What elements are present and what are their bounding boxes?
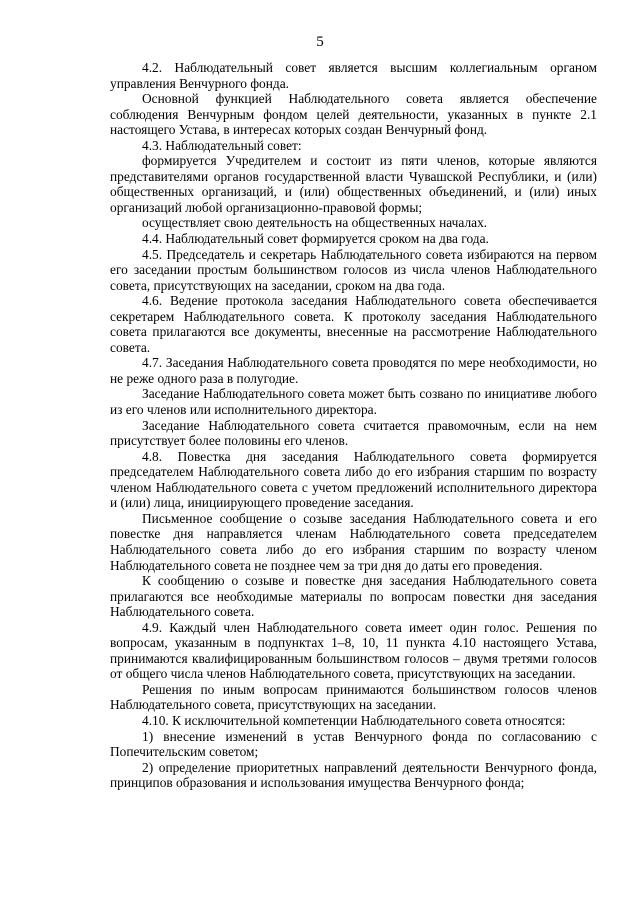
paragraph: 2) определение приоритетных направлений деятельности Венчурного фонда, принципов образования и использования имущества Венчурного фонда; [110,759,597,791]
paragraph: 4.10. К исключительной компетенции Наблюдательного совета относятся: [142,712,566,728]
paragraph: 1) внесение изменений в устав Венчурного фонда по согласованию с Попечительским советом; [110,728,597,760]
paragraph: 4.3. Наблюдательный совет: [142,137,302,153]
paragraph: 4.4. Наблюдательный совет формируется сроком на два года. [142,231,489,247]
paragraph: Письменное сообщение о созыве заседания Наблюдательного совета и его повестке дня направляется членам Наблюдательного совета председателем Наблюдательного совета либо до его избрания старшим по возрасту членом Наблюдательного совета не позднее чем за три дня до даты его проведения. [110,510,597,573]
paragraph: 4.9. Каждый член Наблюдательного совета имеет один голос. Решения по вопросам, указанным в подпунктах 1–8, 10, 11 пункта 4.10 настоящего Устава, принимаются квалифицированным большинством голосов – двумя третями голосов от общего числа членов Наблюдательного совета, присутствующих на заседании. [110,619,597,682]
paragraph: осуществляет свою деятельность на общественных началах. [142,215,488,231]
paragraph: Решения по иным вопросам принимаются большинством голосов членов Наблюдательного совета, присутствующих на заседании. [110,681,597,713]
page-number: 5 [316,34,324,50]
paragraph: 4.6. Ведение протокола заседания Наблюдательного совета обеспечивается секретарем Наблюдательного совета. К протоколу заседания Наблюдательного совета прилагаются все документы, внесенные на рассмотрение Наблюдательного совета. [110,293,597,355]
paragraph: 4.7. Заседания Наблюдательного совета проводятся по мере необходимости, но не реже одного раза в полугодие. [110,355,597,386]
paragraph: 4.8. Повестка дня заседания Наблюдательного совета формируется председателем Наблюдательного совета либо до его избрания старшим по возрасту членом Наблюдательного совета с учетом предложений исполнительного директора и (или) лица, инициирующего проведение заседания. [110,448,597,511]
paragraph: Заседание Наблюдательного совета считается правомочным, если на нем присутствует более половины его членов. [110,417,597,449]
paragraph: Основной функцией Наблюдательного совета является обеспечение соблюдения Венчурным фондом целей деятельности, указанных в пункте 2.1 настоящего Устава, в интересах которых создан Венчурный фонд. [110,91,597,138]
paragraph: К сообщению о созыве и повестке дня заседания Наблюдательного совета прилагаются все необходимые материалы по вопросам повестки дня заседания Наблюдательного совета. [110,573,597,620]
document-body [110,60,597,791]
paragraph: формируется Учредителем и состоит из пяти членов, которые являются представителями органов государственной власти Чувашской Республики, и (или) общественных организаций, и (или) общественных объединений, и (или) иных организаций любой организационно-правовой формы; [110,153,597,215]
paragraph: Заседание Наблюдательного совета может быть созвано по инициативе любого из его членов или исполнительного директора. [110,386,597,418]
paragraph: 4.2. Наблюдательный совет является высшим коллегиальным органом управления Венчурного фонда. [110,60,597,91]
paragraph: 4.5. Председатель и секретарь Наблюдательного совета избираются на первом его заседании простым большинством голосов из числа членов Наблюдательного совета, присутствующих на заседании, сроком на два года. [110,246,597,293]
